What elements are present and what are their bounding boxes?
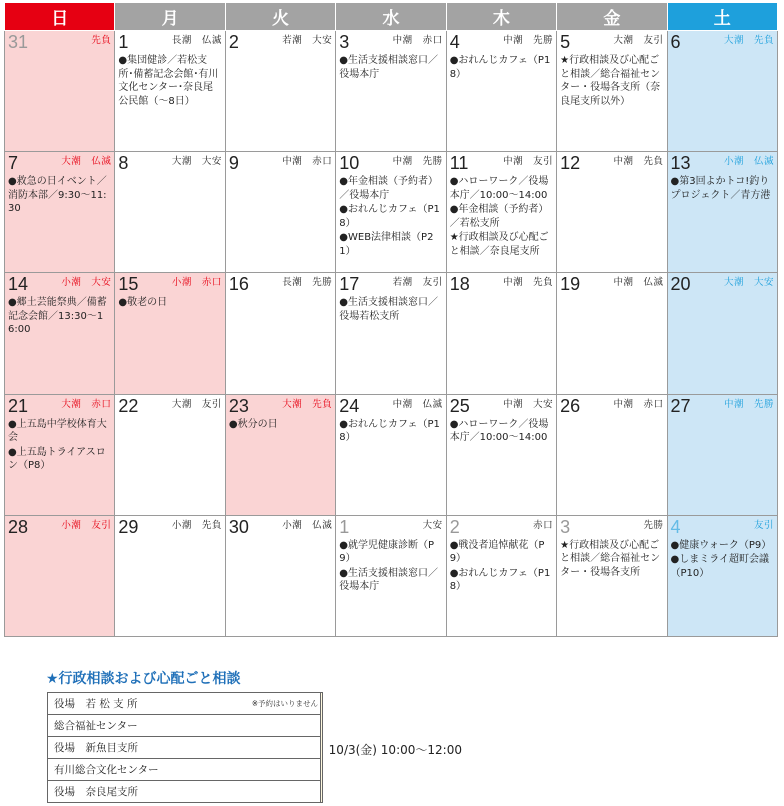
day-number: 5 <box>560 32 571 52</box>
day-number: 21 <box>8 395 29 416</box>
weekday-thu: 木 <box>446 3 556 31</box>
day-number: 4 <box>670 516 681 537</box>
tide-rokuyo: 大安 <box>422 519 443 531</box>
tide-rokuyo: 小潮 赤口 <box>171 277 222 289</box>
event-item: ●就学児健康診断（P9） <box>339 539 435 565</box>
day-header <box>339 518 442 538</box>
day-header <box>671 518 774 538</box>
tide-rokuyo: 小潮 先負 <box>171 519 222 531</box>
tide-rokuyo: 大潮 友引 <box>613 35 664 46</box>
event-item: ●上五島中学校体育大会 <box>8 418 107 444</box>
event-item: ●第3回よかトコ!釣りプロジェクト／青方港 <box>670 176 771 201</box>
calendar-day <box>557 273 667 394</box>
event-item: ●年金相談（予約者）／役場本庁 <box>339 176 438 201</box>
calendar-week <box>5 31 778 152</box>
tide-rokuyo: 小潮 大安 <box>61 277 112 289</box>
calendar-day <box>667 31 777 152</box>
day-header <box>560 33 663 53</box>
tide-rokuyo: 中潮 先負 <box>503 277 554 289</box>
day-header <box>8 154 111 174</box>
day-number: 8 <box>118 153 129 174</box>
tide-rokuyo: 大潮 先負 <box>282 398 333 410</box>
event-item: ●生活支援相談窓口／役場若松支所 <box>339 297 438 322</box>
calendar-day <box>667 515 777 636</box>
day-header <box>450 154 553 174</box>
event-item: ★行政相談及び心配ごと相談／奈良尾支所 <box>449 232 549 257</box>
consultation-row <box>48 781 323 803</box>
day-number: 1 <box>118 32 129 52</box>
day-header <box>229 518 332 538</box>
tide-rokuyo: 中潮 先勝 <box>723 398 774 410</box>
day-number: 20 <box>670 274 691 295</box>
day-header <box>339 154 442 174</box>
calendar-week <box>5 152 778 273</box>
calendar-day <box>557 152 667 273</box>
day-number: 6 <box>670 32 681 52</box>
day-header <box>118 33 221 53</box>
weekday-fri: 金 <box>557 3 667 31</box>
calendar-day <box>667 152 777 273</box>
tide-rokuyo: 大潮 大安 <box>171 156 222 168</box>
day-number: 3 <box>339 32 350 52</box>
calendar-day <box>667 273 777 394</box>
consultation-table <box>47 692 462 803</box>
day-header <box>229 33 332 53</box>
calendar-day <box>225 152 335 273</box>
day-number: 17 <box>339 274 360 295</box>
day-header <box>339 397 442 417</box>
day-header <box>8 33 111 53</box>
calendar-day <box>336 394 446 515</box>
day-number: 19 <box>560 274 581 295</box>
tide-rokuyo: 大潮 大安 <box>723 277 774 289</box>
day-number: 10 <box>339 153 360 174</box>
day-number: 13 <box>670 153 691 174</box>
consultation-row <box>48 715 323 737</box>
calendar-day <box>336 31 446 152</box>
calendar-day <box>115 515 225 636</box>
weekday-sat: 土 <box>667 3 777 31</box>
monthly-calendar <box>4 2 778 637</box>
day-number: 15 <box>118 274 139 295</box>
day-number: 14 <box>8 274 29 295</box>
tide-rokuyo: 中潮 友引 <box>503 156 554 168</box>
calendar-day <box>446 31 556 152</box>
calendar-day <box>5 515 115 636</box>
day-header <box>560 518 663 538</box>
calendar-week <box>5 394 778 515</box>
day-number: 22 <box>118 395 139 416</box>
tide-rokuyo: 大潮 仏滅 <box>61 156 112 168</box>
weekday-header <box>5 3 778 31</box>
tide-rokuyo: 大潮 赤口 <box>61 398 112 410</box>
day-header <box>118 275 221 295</box>
event-item: ●秋分の日 <box>228 418 278 430</box>
calendar-day <box>115 394 225 515</box>
day-number: 28 <box>8 516 29 537</box>
tide-rokuyo: 中潮 大安 <box>503 398 554 410</box>
day-header <box>671 397 774 417</box>
event-item: ●郷土芸能祭典／備蓄記念会館／13:30～16:00 <box>8 297 107 336</box>
event-item: ●おれんじカフェ（P18） <box>449 55 551 80</box>
calendar-day <box>225 515 335 636</box>
weekday-sun: 日 <box>5 3 115 31</box>
tide-rokuyo: 中潮 赤口 <box>613 398 664 410</box>
tide-rokuyo: 中潮 先勝 <box>503 35 554 46</box>
calendar-day <box>225 394 335 515</box>
calendar-day <box>115 152 225 273</box>
day-header <box>450 518 553 538</box>
day-number: 30 <box>228 516 249 537</box>
consultation-schedule <box>251 693 462 803</box>
day-number: 1 <box>339 516 350 537</box>
day-number: 27 <box>670 395 691 416</box>
day-header <box>118 518 221 538</box>
day-header <box>560 397 663 417</box>
event-item: ●生活支援相談窓口／役場本庁 <box>339 55 438 80</box>
event-item: ●上五島トライアスロン（P8） <box>8 446 106 472</box>
tide-rokuyo: 中潮 赤口 <box>282 156 333 168</box>
tide-rokuyo: 友引 <box>753 519 774 531</box>
calendar-day <box>225 273 335 394</box>
day-header <box>229 275 332 295</box>
consultation-datetime: 10/3(金) 10:00～12:00 <box>328 743 462 757</box>
calendar-day <box>336 152 446 273</box>
day-header <box>450 275 553 295</box>
day-number: 4 <box>449 32 460 52</box>
calendar-day <box>115 31 225 152</box>
tide-rokuyo: 中潮 仏滅 <box>613 277 664 289</box>
calendar-day <box>115 273 225 394</box>
day-header <box>560 154 663 174</box>
calendar-day <box>5 31 115 152</box>
day-number: 18 <box>449 274 470 295</box>
calendar-day <box>557 31 667 152</box>
tide-rokuyo: 若潮 大安 <box>282 35 333 46</box>
day-header <box>671 275 774 295</box>
event-item: ●戦没者追悼献花（P9） <box>449 539 545 565</box>
event-item: ●おれんじカフェ（P18） <box>339 204 440 229</box>
day-number: 12 <box>560 153 581 174</box>
event-item: ●ハローワーク／役場本庁／10:00～14:00 <box>449 176 549 201</box>
event-item: ★行政相談及び心配ごと相談／総合福祉センター・役場各支所 <box>560 539 661 578</box>
calendar-day <box>5 273 115 394</box>
event-item: ●救急の日イベント／消防本部／9:30～11:30 <box>8 176 107 215</box>
day-number: 31 <box>8 32 29 52</box>
day-header <box>8 518 111 538</box>
day-number: 11 <box>449 153 469 174</box>
calendar-day <box>446 394 556 515</box>
consultation-row <box>48 759 323 781</box>
calendar-day <box>557 515 667 636</box>
weekday-mon: 月 <box>115 3 225 31</box>
day-header <box>671 33 774 53</box>
consultation-place: 有川総合文化センター <box>48 759 321 781</box>
day-header <box>118 397 221 417</box>
day-number: 3 <box>560 516 571 537</box>
consultation-place: 役場 若 松 支 所 <box>48 693 321 715</box>
calendar-day <box>5 394 115 515</box>
day-header <box>8 397 111 417</box>
tide-rokuyo: 小潮 仏滅 <box>282 519 333 531</box>
day-number: 7 <box>8 153 19 174</box>
tide-rokuyo: 長潮 先勝 <box>282 277 333 289</box>
day-header <box>118 154 221 174</box>
event-item: ●集団健診／若松支所･備蓄記念会館･有川文化センター･奈良尾公民館（～8日） <box>118 55 219 107</box>
tide-rokuyo: 先負 <box>91 35 112 46</box>
day-number: 9 <box>228 153 239 174</box>
calendar-week <box>5 515 778 636</box>
consultation-row <box>48 693 323 715</box>
calendar-day <box>5 152 115 273</box>
event-item: ●おれんじカフェ（P18） <box>449 567 551 593</box>
consultation-place: 役場 新魚目支所 <box>48 737 321 759</box>
event-item: ●敬老の日 <box>118 297 168 309</box>
day-header <box>339 33 442 53</box>
tide-rokuyo: 大潮 友引 <box>171 398 222 410</box>
day-number: 23 <box>228 395 249 416</box>
day-number: 24 <box>339 395 360 416</box>
day-number: 25 <box>449 395 470 416</box>
day-header <box>450 33 553 53</box>
calendar-day <box>446 152 556 273</box>
calendar-day <box>557 394 667 515</box>
tide-rokuyo: 中潮 先勝 <box>392 156 443 168</box>
tide-rokuyo: 中潮 先負 <box>613 156 664 168</box>
tide-rokuyo: 大潮 先負 <box>723 35 774 46</box>
tide-rokuyo: 中潮 赤口 <box>392 35 443 46</box>
day-header <box>560 275 663 295</box>
day-number: 2 <box>449 516 460 537</box>
tide-rokuyo: 中潮 仏滅 <box>392 398 443 410</box>
day-number: 16 <box>228 274 249 295</box>
day-header <box>450 397 553 417</box>
event-item: ●生活支援相談窓口／役場本庁 <box>339 567 438 593</box>
event-item: ●ハローワーク／役場本庁／10:00～14:00 <box>449 418 549 444</box>
consultation-row <box>48 737 323 759</box>
tide-rokuyo: 若潮 友引 <box>392 277 443 289</box>
calendar-day <box>336 273 446 394</box>
weekday-wed: 水 <box>336 3 446 31</box>
consultation-title: ★行政相談および心配ごと相談 <box>46 671 241 687</box>
consultation-place: 総合福祉センター <box>48 715 321 737</box>
event-item: ●健康ウォーク（P9） <box>670 539 772 551</box>
weekday-tue: 火 <box>225 3 335 31</box>
calendar-day <box>446 515 556 636</box>
tide-rokuyo: 小潮 友引 <box>61 519 112 531</box>
day-header <box>339 275 442 295</box>
day-header <box>229 154 332 174</box>
calendar-day <box>336 515 446 636</box>
tide-rokuyo: 赤口 <box>533 519 554 531</box>
event-item: ●WEB法律相談（P21） <box>339 232 434 257</box>
event-item: ●しまミライ超町会議（P10） <box>670 554 769 579</box>
day-header <box>8 275 111 295</box>
consultation-place: 役場 奈良尾支所 <box>48 781 321 803</box>
day-header <box>671 154 774 174</box>
event-item: ★行政相談及び心配ごと相談／総合福祉センター・役場各支所（奈良尾支所以外） <box>560 55 661 107</box>
reservation-note: ※予約はいりません <box>251 699 318 708</box>
calendar-day <box>225 31 335 152</box>
day-number: 29 <box>118 516 139 537</box>
calendar-week <box>5 273 778 394</box>
event-item: ●年金相談（予約者）／若松支所 <box>449 204 549 229</box>
tide-rokuyo: 長潮 仏滅 <box>171 35 222 46</box>
day-header <box>229 397 332 417</box>
day-number: 26 <box>560 395 581 416</box>
calendar-day <box>667 394 777 515</box>
tide-rokuyo: 先勝 <box>643 519 664 531</box>
event-item: ●おれんじカフェ（P18） <box>339 418 440 444</box>
calendar-day <box>446 273 556 394</box>
day-number: 2 <box>228 32 239 52</box>
tide-rokuyo: 小潮 仏滅 <box>723 156 774 168</box>
